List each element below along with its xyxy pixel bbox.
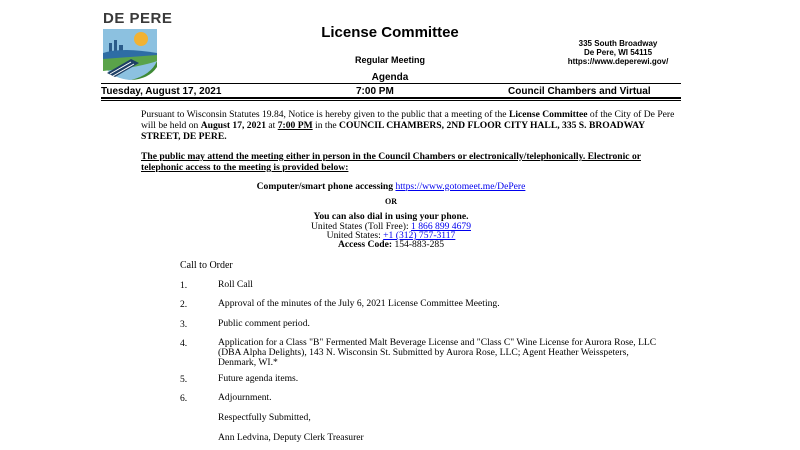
us-number-line: United States: +1 (312) 757-3117	[326, 230, 456, 241]
gotomeet-link[interactable]: https://www.gotomeet.me/DePere	[395, 181, 526, 192]
agenda-item-text: Application for a Class "B" Fermented Malt Beverage License and "Class C" Wine License for Aurora Rose, LLC (DBA Alpha Delights), 143 N. Wisconsin St. Submitted by Aurora Rose, LLC; Agent Heather Weisspeters, Denmark, WI.*	[218, 337, 657, 368]
address-line-street: 335 South Broadway	[578, 39, 658, 48]
notice-paragraph: Pursuant to Wisconsin Statutes 19.84, Notice is hereby given to the public that a meeting of the License Committee of the City of De Pere will be held on August 17, 2021 at 7:00 PM in the COUNCIL CHAMBERS, 2ND FLOOR CITY HALL, 335 S. BROADWAY STREET, DE PERE.	[141, 109, 675, 142]
toll-free-number-link[interactable]: 1 866 899 4679	[411, 221, 471, 232]
logo-text: DE PERE	[103, 10, 173, 27]
meeting-location: Council Chambers and Virtual	[508, 86, 651, 97]
item-number: 5.	[180, 374, 188, 385]
address-line-city: De Pere, WI 54115	[583, 48, 653, 57]
item-number: 4.	[180, 338, 188, 349]
respectfully-submitted: Respectfully Submitted,	[218, 412, 311, 423]
agenda-item-text: Approval of the minutes of the July 6, 2021 License Committee Meeting.	[218, 298, 500, 309]
city-logo-icon	[101, 27, 159, 81]
public-access-notice: The public may attend the meeting either in person in the Council Chambers or electronically/telephonically. Electronic or telephonic access to the meeting is provided below:	[141, 151, 641, 173]
call-to-order: Call to Order	[180, 260, 233, 271]
us-number-link[interactable]: +1 (312) 757-3117	[383, 230, 456, 241]
agenda-item-text: Roll Call	[218, 279, 253, 290]
computer-access: Computer/smart phone accessing https://www.gotomeet.me/DePere	[256, 181, 526, 192]
item-number: 6.	[180, 393, 188, 404]
address-line-website: https://www.deperewi.gov/	[567, 57, 669, 66]
page-title: License Committee	[321, 24, 459, 41]
signer-name: Ann Ledvina, Deputy Clerk Treasurer	[218, 432, 364, 443]
dial-in-heading: You can also dial in using your phone.	[313, 211, 469, 222]
toll-free-line: United States (Toll Free): 1 866 899 4679	[310, 221, 471, 232]
meeting-time: 7:00 PM	[356, 86, 394, 97]
item-number: 3.	[180, 319, 188, 330]
item-number: 1.	[180, 280, 188, 291]
header-rule-top	[101, 83, 681, 84]
agenda-item-text: Public comment period.	[218, 318, 310, 329]
header-rule-bottom	[101, 97, 681, 99]
agenda-item-text: Future agenda items.	[218, 373, 299, 384]
access-code-line: Access Code: 154-883-285	[337, 239, 445, 250]
header-rule-bottom-thin	[101, 100, 681, 101]
meeting-type: Regular Meeting	[354, 55, 425, 65]
agenda-item-text: Adjournment.	[218, 392, 272, 403]
agenda-label: Agenda	[371, 72, 409, 83]
item-number: 2.	[180, 299, 188, 310]
or-separator: OR	[385, 197, 397, 206]
meeting-date: Tuesday, August 17, 2021	[101, 86, 222, 97]
